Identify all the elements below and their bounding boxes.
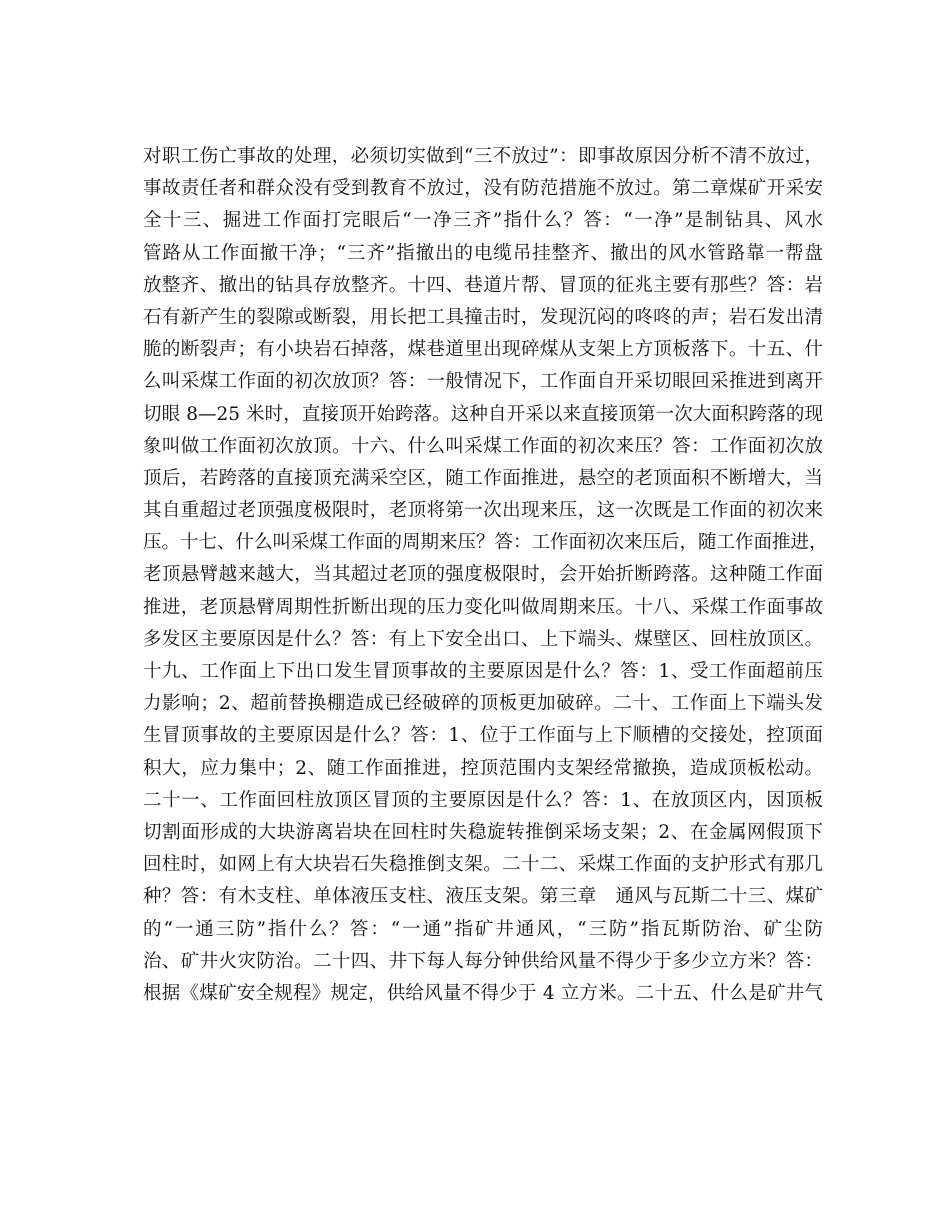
- text-line: 石有新产生的裂隙或断裂，用长把工具撞击时，发现沉闷的咚咚的声；岩石发出清: [143, 306, 823, 328]
- text-line: 脆的断裂声；有小块岩石掉落，煤巷道里出现碎煤从支架上方顶板落下。十五、什: [143, 339, 823, 361]
- text-line: 根据《煤矿安全规程》规定，供给风量不得少于 4 立方米。二十五、什么是矿井气: [143, 982, 823, 1004]
- text-line: 事故责任者和群众没有受到教育不放过，没有防范措施不放过。第二章煤矿开采安: [143, 178, 823, 200]
- text-line: 对职工伤亡事故的处理，必须切实做到“三不放过”：即事故原因分析不清不放过，: [143, 146, 823, 167]
- text-line: 么叫采煤工作面的初次放顶？答：一般情况下，工作面自开采切眼回采推进到离开: [143, 371, 823, 393]
- text-line: 全十三、掘进工作面打完眼后“一净三齐”指什么？答：“一净”是制钻具、风水: [143, 210, 823, 232]
- text-line: 顶后，若跨落的直接顶充满采空区，随工作面推进，悬空的老顶面积不断增大，当: [143, 467, 823, 489]
- text-line: 切割面形成的大块游离岩块在回柱时失稳旋转推倒采场支架；2、在金属网假顶下: [143, 821, 823, 843]
- text-line: 积大，应力集中；2、随工作面推进，控顶范围内支架经常撤换，造成顶板松动。: [143, 757, 823, 779]
- text-line: 放整齐、撤出的钻具存放整齐。十四、巷道片帮、冒顶的征兆主要有那些？答：岩: [143, 274, 823, 296]
- text-line: 十九、工作面上下出口发生冒顶事故的主要原因是什么？答：1、受工作面超前压: [143, 661, 823, 682]
- text-line: 老顶悬臂越来越大，当其超过老顶的强度极限时，会开始折断跨落。这种随工作面: [143, 564, 823, 586]
- text-line: 其自重超过老顶强度极限时，老顶将第一次出现来压，这一次既是工作面的初次来: [143, 500, 823, 522]
- text-line: 切眼 8—25 米时，直接顶开始跨落。这种自开采以来直接顶第一次大面积跨落的现: [143, 403, 823, 425]
- text-line: 象叫做工作面初次放顶。十六、什么叫采煤工作面的初次来压？答：工作面初次放: [143, 435, 823, 457]
- text-line: 推进，老顶悬臂周期性折断出现的压力变化叫做周期来压。十八、采煤工作面事故: [143, 596, 823, 618]
- text-line: 治、矿井火灾防治。二十四、井下每人每分钟供给风量不得少于多少立方米？答：: [143, 950, 823, 972]
- text-line: 多发区主要原因是什么？答：有上下安全出口、上下端头、煤壁区、回柱放顶区。: [143, 628, 823, 650]
- body-text: [143, 146, 828, 1017]
- text-line: 二十一、工作面回柱放顶区冒顶的主要原因是什么？答：1、在放顶区内，因顶板: [143, 789, 823, 811]
- text-line: 力影响；2、超前替换棚造成已经破碎的顶板更加破碎。二十、工作面上下端头发: [143, 693, 823, 715]
- text-line: 的“一通三防”指什么？答：“一通”指矿井通风，“三防”指瓦斯防治、矿尘防: [143, 918, 823, 940]
- text-line: 压。十七、什么叫采煤工作面的周期来压？答：工作面初次来压后，随工作面推进，: [143, 532, 828, 554]
- text-line: 种？答：有木支柱、单体液压支柱、液压支架。第三章 通风与瓦斯二十三、煤矿: [143, 886, 823, 908]
- text-line: 管路从工作面撤干净；“三齐”指撤出的电缆吊挂整齐、撤出的风水管路靠一帮盘: [143, 242, 823, 264]
- text-line: 回柱时，如网上有大块岩石失稳推倒支架。二十二、采煤工作面的支护形式有那几: [143, 854, 823, 876]
- text-line: 生冒顶事故的主要原因是什么？答：1、位于工作面与上下顺槽的交接处，控顶面: [143, 725, 823, 747]
